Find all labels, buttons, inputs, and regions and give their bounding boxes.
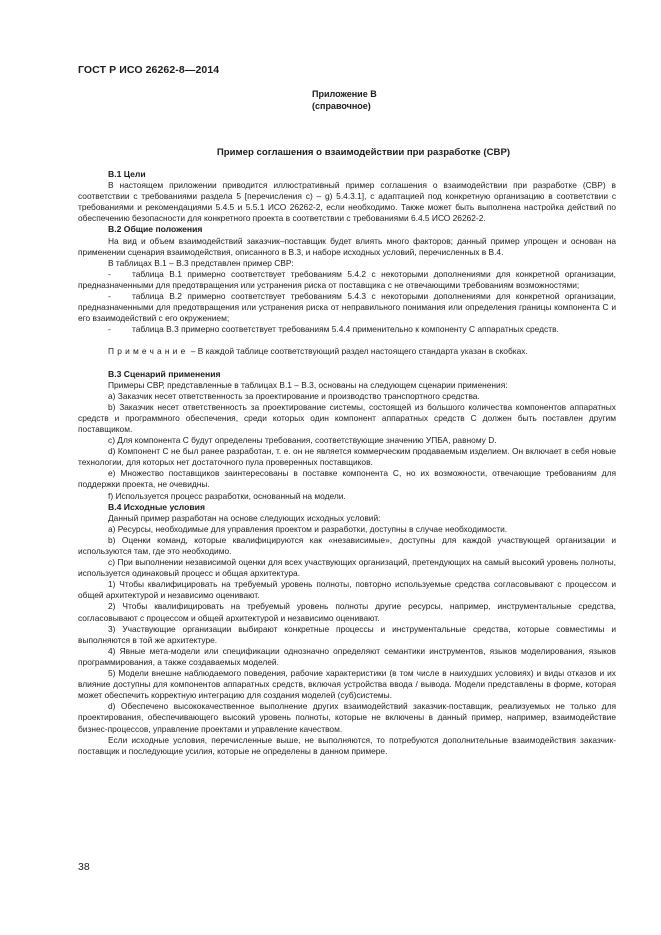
list-dash: - (108, 291, 111, 302)
list-item: е) Множество поставщиков заинтересованы в поставке компонента С, но их возможности, отвечающие требованиям для поддержки проекта, не очевидны. (78, 468, 616, 490)
list-item (78, 269, 616, 291)
paragraph: В настоящем приложении приводится иллюстративный пример соглашения о взаимодействии при разработке (СВР) в соответствии с требованиями раздела 5 [перечисления с) – g) 5.4.3.1], с адаптацией под конкретную организацию в соответствии с требованиями и рекомендациями 5.4.5 и 5.5.1 ИСО 26262-2, если необходимо. Также может быть выполнена настройка действий по обеспечению безопасности для конкретного проекта в соответствии с требованиями 6.4.5 ИСО 26262-2. (78, 180, 616, 224)
note-text: – В каждой таблице соответствующий раздел настоящего стандарта указан в скобках. (188, 346, 528, 357)
list-item-text: таблица В.1 примерно соответствует требованиям 5.4.2 с некоторыми дополнениями для конкретной организации, предназначенными для предотвращения или устранения риска от поставщика с не отвечающими требованиям возможностями; (78, 268, 616, 290)
list-item-text: таблица В.3 примерно соответствует требованиям 5.4.4 применительно к компоненту С аппаратных средств. (132, 324, 559, 335)
sub-list-item: 2) Чтобы квалифицировать на требуемый уровень полноты другие ресурсы, например, инструментальные средства, согласовывают с процессом и общей архитектурой и независимо оценивают. (78, 601, 616, 623)
list-item: с) Для компонента С будут определены требования, соответствующие значению УПБА, равному D. (108, 435, 497, 446)
paragraph: Данный пример разработан на основе следующих исходных условий: (108, 512, 381, 523)
list-dash: - (108, 268, 111, 279)
appendix-type: (справочное) (312, 101, 371, 111)
sub-list-item: 5) Модели внешне наблюдаемого поведения, рабочие характеристики (в том числе в наихудших условиях) и виды отказов и их влияние доступны для компонентов аппаратных средств, включая устройства ввода / вывода. Модели представлены в форме, которая может обеспечить корректную интеграцию для создания моделей (суб)системы. (78, 668, 616, 701)
paragraph: На вид и объем взаимодействий заказчик–поставщик будет влиять много факторов; данный пример упрощен и основан на применении сценария взаимодействия, описанного в В.3, и наборе исходных условий, перечисленных в В.4. (78, 235, 616, 257)
appendix-title: Приложение В (312, 89, 377, 99)
list-item: f) Используется процесс разработки, основанный на модели. (108, 490, 346, 501)
appendix-heading: Пример соглашения о взаимодействии при разработке (СВР) (216, 147, 511, 158)
section-heading-b3: В.3 Сценарий применения (108, 368, 221, 379)
section-heading-b1: В.1 Цели (108, 169, 146, 179)
page-number: 38 (78, 861, 90, 873)
list-item: а) Заказчик несет ответственность за проектирование и производство транспортного средства. (108, 390, 480, 401)
sub-list-item: 3) Участвующие организации выбирают конкретные процессы и инструментальные средства, которые совместимы и выполняются в той же архитектуре. (78, 623, 616, 645)
paragraph: В таблицах В.1 – В.3 представлен пример СВР: (108, 257, 294, 268)
list-item (78, 291, 616, 324)
document-body (78, 169, 616, 757)
note-label: Примечание (108, 346, 189, 357)
paragraph: Если исходные условия, перечисленные выше, не выполняются, то потребуются дополнительные взаимодействия заказчик-поставщик и последующие усилия, которые не определены в данном примере. (78, 734, 616, 756)
paragraph: Примеры СВР, представленные в таблицах В.1 – В.3, основаны на следующем сценарии применения: (108, 379, 508, 390)
list-item: b) Оценки команд, которые квалифицируются как «независимые», доступны для каждой участвующей организации и используются там, где это необходимо. (78, 534, 616, 556)
list-item: b) Заказчик несет ответственность за проектирование системы, состоящей из большого количества компонентов аппаратных средств и программного обеспечения, среди которых один компонент аппаратных средств С должен быть поставлен другим поставщиком. (78, 401, 616, 434)
sub-list-item: 4) Явные мета-модели или спецификации однозначно определяют семантики инструментов, языков моделирования, языков программирования, а также создаваемых моделей. (78, 645, 616, 667)
sub-list-item: 1) Чтобы квалифицировать на требуемый уровень полноты, повторно используемые средства согласовывают с процессом и общей архитектурой и независимо оценивают. (78, 579, 616, 601)
list-item: с) При выполнении независимой оценки для всех участвующих организаций, претендующих на самый высокий уровень полноты, используется одинаковый процесс и общая архитектура. (78, 557, 616, 579)
list-item (78, 324, 616, 335)
list-item-text: таблица В.2 примерно соответствует требованиям 5.4.3 с некоторыми дополнениями для конкретной организации, предназначенными для предотвращения или устранения риска от неправильного понимания или определения границы компонента С и его взаимодействий с его окружением; (78, 291, 616, 324)
section-heading-b2: В.2 Общие положения (108, 224, 203, 235)
list-dash: - (108, 324, 111, 335)
section-heading-b4: В.4 Исходные условия (108, 501, 205, 512)
list-item: а) Ресурсы, необходимые для управления проектом и разработки, доступны в случае необходимости. (108, 523, 508, 534)
list-item: d) Компонент С не был ранее разработан, т. е. он не является коммерческим продаваемым изделием. Он включает в себя новые технологии, для которых нет достаточного пула проверенных поставщиков. (78, 446, 616, 468)
document-code-header: ГОСТ Р ИСО 26262-8—2014 (78, 64, 220, 76)
note (78, 346, 616, 357)
appendix-label-block (312, 88, 377, 112)
list-item: d) Обеспечено высококачественное выполнение других взаимодействий заказчик-поставщик, реализуемых не только для проектирования, обеспечивающего высокий уровень полноты, которые не включены в данный пример, например, взаимодействие бизнес-процессов, управление проектами и управление качеством. (78, 701, 616, 734)
